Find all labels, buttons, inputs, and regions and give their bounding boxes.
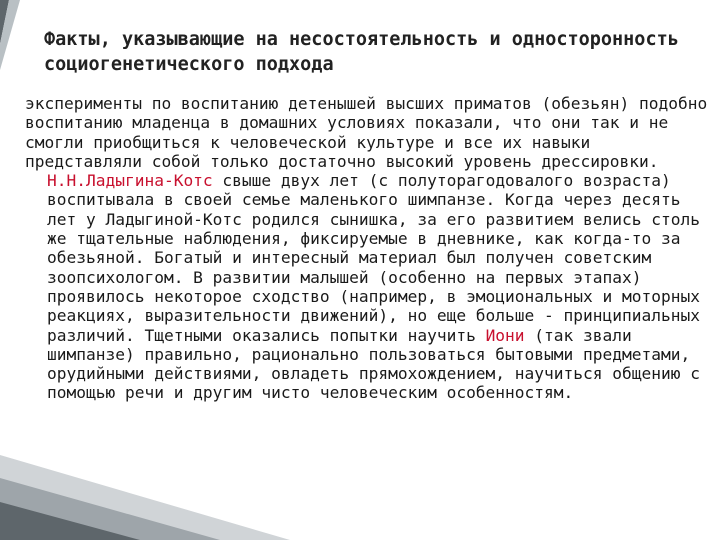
paragraph-ladygina-kots xyxy=(25,171,715,403)
slide-body xyxy=(25,94,715,403)
slide-title: Факты, указывающие на несостоятельность и односторонность социогенетического подхода xyxy=(44,29,679,75)
paragraph-text-part-a: свыше двух лет (с полуторагодовалого возраста) воспитывала в своей семье маленького шимпанзе. Когда через десять лет у Ладыгиной-Котс родился сынишка, за его развитием велись столь же тщательные наблюдения, фиксируемые в дневнике, как когда-то за обезьяной. Богатый и интересный материал был получен советским зоопсихологом. В развитии малышей (особенно на первых этапах) проявилось некоторое сходство (например, в эмоциональных и моторных реакциях, выразительности движений), но еще больше - принципиальных различий. Тщетными оказались попытки научить xyxy=(47,171,700,345)
paragraph-experiments: эксперименты по воспитанию детенышей высших приматов (обезьян) подобно воспитанию младенца в домашних условиях показали, что они так и не смогли приобщиться к человеческой культуре и все их навыки представляли собой только достаточно высокий уровень дрессировки. xyxy=(25,94,708,171)
paragraph-text-part-b: (так звали шимпанзе) правильно, рационально пользоваться бытовыми предметами, орудийными действиями, овладеть прямохождением, научиться общению с помощью речи и другим чисто человеческим особенностям. xyxy=(47,325,700,403)
highlight-chimpanzee-name: Иони xyxy=(485,325,525,345)
highlight-researcher-name: Н.Н.Ладыгина-Котс xyxy=(47,171,213,191)
